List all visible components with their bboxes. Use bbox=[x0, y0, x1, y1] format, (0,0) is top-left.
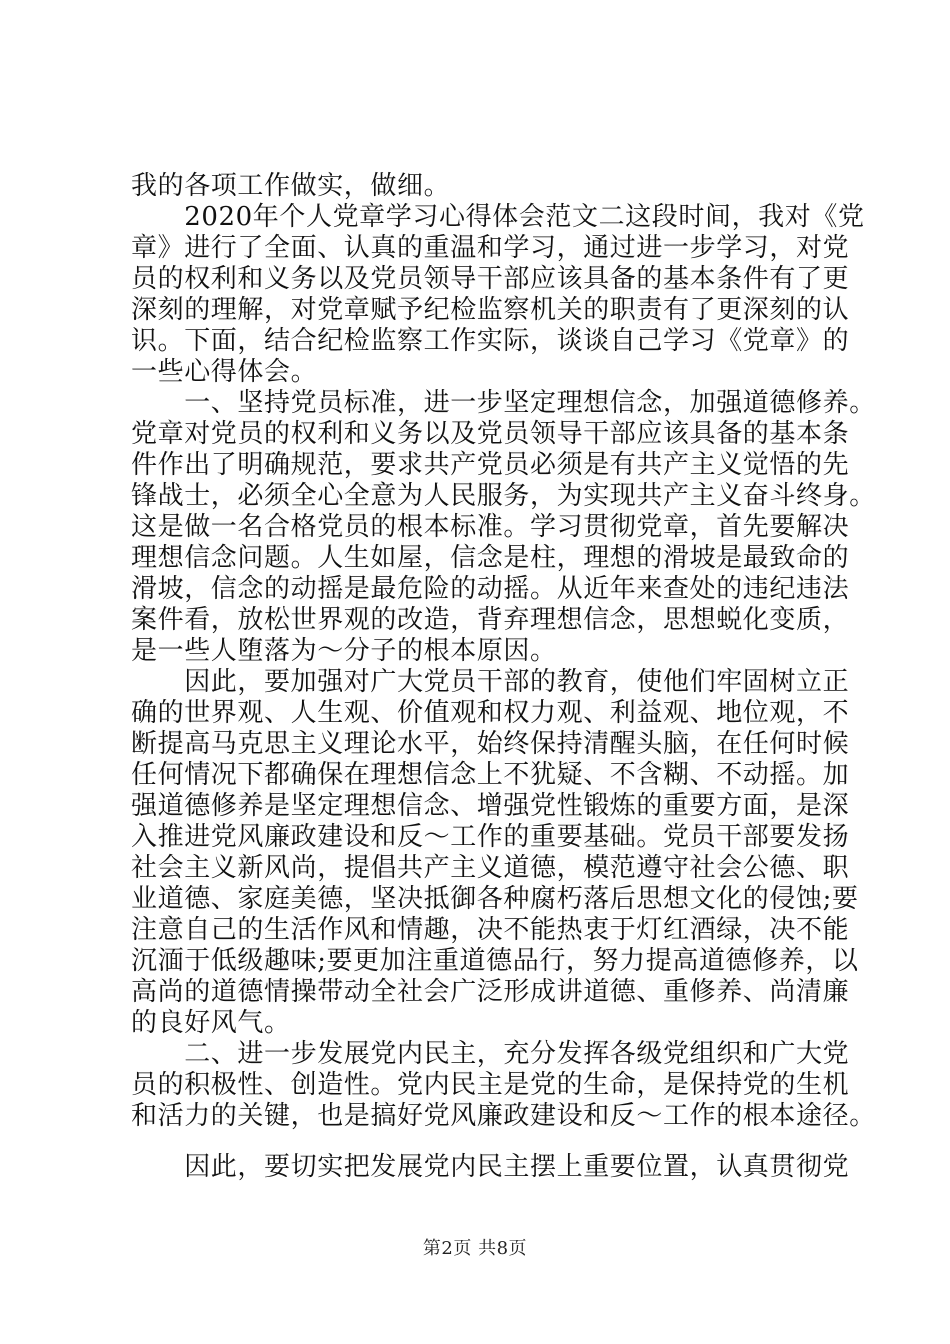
text-line: 二、进一步发展党内民主，充分发挥各级党组织和广大党 bbox=[131, 1039, 850, 1069]
text-line: 是一些人堕落为～分子的根本原因。 bbox=[131, 636, 557, 666]
text-line: 因此，要切实把发展党内民主摆上重要位置，认真贯彻党 bbox=[131, 1152, 850, 1182]
text-line: 的良好风气。 bbox=[131, 1008, 291, 1038]
text-line: 理想信念问题。人生如屋，信念是柱，理想的滑坡是最致命的 bbox=[131, 543, 850, 573]
text-line: 和活力的关键，也是搞好党风廉政建设和反～工作的根本途径。 bbox=[131, 1101, 876, 1131]
text-line: 断提高马克思主义理论水平，始终保持清醒头脑，在任何时候 bbox=[131, 729, 850, 759]
text-line: 2020年个人党章学习心得体会范文二这段时间，我对《党 bbox=[131, 202, 865, 232]
text-line: 我的各项工作做实，做细。 bbox=[131, 171, 451, 201]
text-line: 员的权利和义务以及党员领导干部应该具备的基本条件有了更 bbox=[131, 264, 850, 294]
text-line: 确的世界观、人生观、价值观和权力观、利益观、地位观，不 bbox=[131, 698, 850, 728]
text-line: 高尚的道德情操带动全社会广泛形成讲道德、重修养、尚清廉 bbox=[131, 977, 850, 1007]
page-number: 第2页 共8页 bbox=[422, 1238, 528, 1259]
text-line: 注意自己的生活作风和情趣，决不能热衷于灯红酒绿，决不能 bbox=[131, 915, 850, 945]
text-line: 件作出了明确规范，要求共产党员必须是有共产主义觉悟的先 bbox=[131, 450, 850, 480]
text-line: 锋战士，必须全心全意为人民服务，为实现共产主义奋斗终身。 bbox=[131, 481, 876, 511]
text-line: 任何情况下都确保在理想信念上不犹疑、不含糊、不动摇。加 bbox=[131, 760, 850, 790]
text-line: 社会主义新风尚，提倡共产主义道德，模范遵守社会公德、职 bbox=[131, 853, 850, 883]
text-line: 党章对党员的权利和义务以及党员领导干部应该具备的基本条 bbox=[131, 419, 850, 449]
text-line: 一些心得体会。 bbox=[131, 357, 318, 387]
text-line: 案件看，放松世界观的改造，背弃理想信念，思想蜕化变质， bbox=[131, 605, 850, 635]
text-line: 强道德修养是坚定理想信念、增强党性锻炼的重要方面，是深 bbox=[131, 791, 850, 821]
text-line: 识。下面，结合纪检监察工作实际，谈谈自己学习《党章》的 bbox=[131, 326, 850, 356]
text-line: 沉湎于低级趣味;要更加注重道德品行，努力提高道德修养，以 bbox=[131, 946, 859, 976]
text-line: 入推进党风廉政建设和反～工作的重要基础。党员干部要发扬 bbox=[131, 822, 850, 852]
text-line: 业道德、家庭美德，坚决抵御各种腐朽落后思想文化的侵蚀;要 bbox=[131, 884, 859, 914]
text-line: 员的积极性、创造性。党内民主是党的生命，是保持党的生机 bbox=[131, 1070, 850, 1100]
text-line: 深刻的理解，对党章赋予纪检监察机关的职责有了更深刻的认 bbox=[131, 295, 850, 325]
text-line: 滑坡，信念的动摇是最危险的动摇。从近年来查处的违纪违法 bbox=[131, 574, 850, 604]
text-line: 一、坚持党员标准，进一步坚定理想信念，加强道德修养。 bbox=[131, 388, 876, 418]
text-line: 这是做一名合格党员的根本标准。学习贯彻党章，首先要解决 bbox=[131, 512, 850, 542]
text-line: 章》进行了全面、认真的重温和学习，通过进一步学习，对党 bbox=[131, 233, 850, 263]
text-line: 因此，要加强对广大党员干部的教育，使他们牢固树立正 bbox=[131, 667, 850, 697]
